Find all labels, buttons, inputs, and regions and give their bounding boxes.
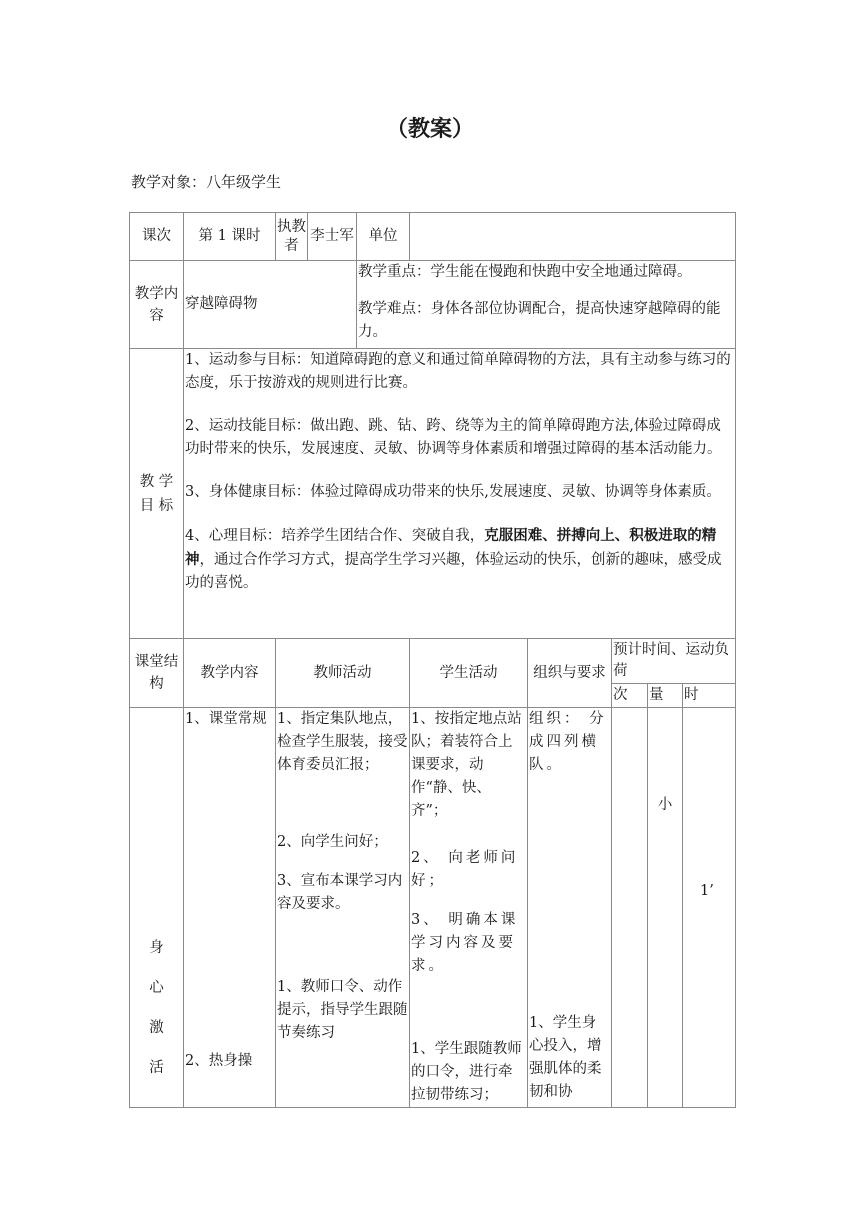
section-content (184, 708, 276, 1108)
teacher-value: 李士军 (308, 213, 357, 261)
times-value (612, 708, 648, 1108)
teacher-activity (276, 708, 410, 1108)
amount-header: 量 (648, 684, 683, 708)
key-point: 教学重点：学生能在慢跑和快跑中安全地通过障碍。 (358, 264, 692, 280)
content-value: 穿越障碍物 (184, 261, 357, 349)
duration-value: 1’ (683, 708, 736, 1108)
goal-item: 1、运动参与目标：知道障碍跑的意义和通过简单障碍物的方法，具有主动参与练习的态度，乐于按游戏的规则进行比赛。 (185, 352, 731, 391)
content-label: 教学内容 (130, 261, 184, 349)
org-item: 1、学生身心投入，增强肌体的柔韧和协 (529, 1015, 602, 1100)
unit-label: 单位 (357, 213, 410, 261)
goal-item: 2、运动技能目标：做出跑、跳、钻、跨、绕等为主的简单障碍跑方法,体验过障碍成功时带来的快乐，发展速度、灵敏、协调等身体素质和增强过障碍的基本活动能力。 (185, 418, 722, 457)
goal-item-4: 4、心理目标：培养学生团结合作、突破自我，克服困难、拼搏向上、积极进取的精神，通过合作学习方式，提高学生学习兴趣，体验运动的快乐，创新的趣味，感受成功的喜悦。 (185, 527, 722, 591)
content-header: 教学内容 (184, 639, 276, 708)
stage-label: 身 心 激 活 (130, 708, 184, 1108)
student-step: 1、按指定地点站队；着装符合上课要求，动作“静、快、齐”； (411, 711, 522, 819)
lesson-label: 课次 (130, 213, 184, 261)
teacher-label: 执教者 (276, 213, 308, 261)
teacher-step: 1、教师口令、动作提示，指导学生跟随节奏练习 (277, 979, 408, 1041)
structure-header: 课堂结构 (130, 639, 184, 708)
goal-item: 3、身体健康目标：体验过障碍成功带来的快乐,发展速度、灵敏、协调等身体素质。 (185, 484, 721, 500)
teacher-activity-header: 教师活动 (276, 639, 410, 708)
content-item: 1、课堂常规 (185, 711, 267, 727)
organization-header: 组织与要求 (528, 639, 612, 708)
duration-header: 时 (683, 684, 736, 708)
content-item: 2、热身操 (185, 1053, 253, 1069)
teaching-audience: 教学对象：八年级学生 (131, 173, 282, 191)
difficulty-point: 教学难点：身体各部位协调配合，提高快速穿越障碍的能力。 (358, 301, 721, 340)
lesson-value: 第 1 课时 (184, 213, 276, 261)
organization-requirements (528, 708, 612, 1108)
teacher-step: 1、指定集队地点，检查学生服装，接受体育委员汇报； (277, 711, 408, 773)
amount-value: 小 (648, 708, 683, 1108)
time-load-header: 预计时间、运动负荷 (612, 639, 736, 684)
student-activity-header: 学生活动 (410, 639, 528, 708)
document-title: （教案） (385, 117, 474, 142)
unit-value (410, 213, 736, 261)
student-activity (410, 708, 528, 1108)
times-header: 次 (612, 684, 648, 708)
key-points-cell (357, 261, 736, 349)
teacher-step: 2、向学生问好； (277, 834, 388, 850)
teacher-step: 3、宣布本课学习内容及要求。 (277, 873, 403, 912)
student-step: 1、学生跟随教师的口令，进行牵拉韧带练习； (411, 1041, 522, 1103)
goals-cell (184, 349, 736, 639)
student-step: 3、 明确本课学习内容及要求。 (411, 912, 519, 974)
student-step: 2、 向老师问好； (411, 850, 519, 889)
org-item: 组织： 分成四列横队。 (529, 711, 607, 773)
lesson-plan-table (129, 212, 736, 1108)
goals-label: 教 学 目 标 (130, 349, 184, 639)
